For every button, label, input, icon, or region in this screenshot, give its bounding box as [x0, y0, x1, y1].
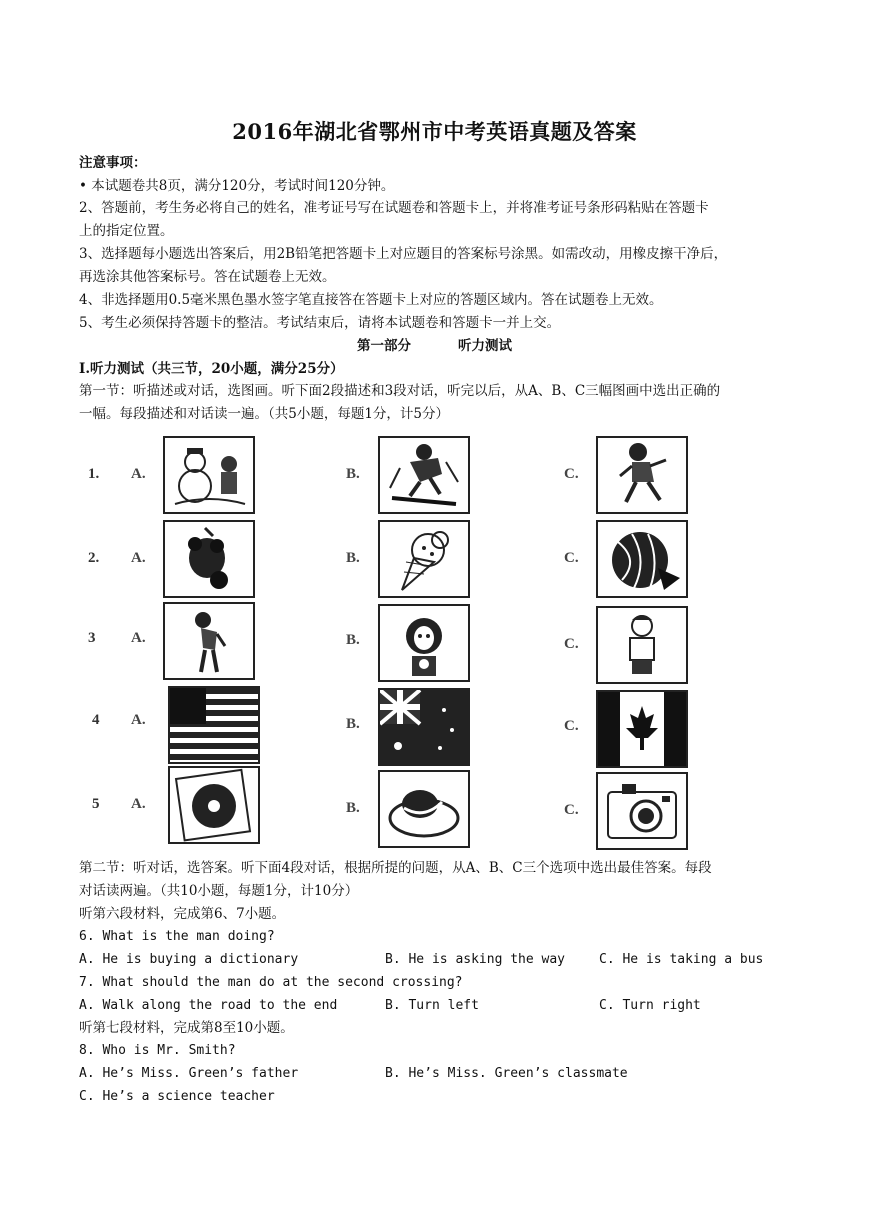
- option-label: B.: [346, 550, 360, 566]
- option-label: A.: [131, 796, 146, 812]
- question-number: 3: [88, 630, 96, 646]
- option-label: B.: [346, 716, 360, 732]
- option-text: C. Turn right: [599, 998, 701, 1013]
- bending-person-icon[interactable]: [163, 602, 255, 680]
- notice-item: 再选涂其他答案标号。答在试题卷上无效。: [79, 269, 336, 285]
- watermelon-icon[interactable]: [596, 520, 688, 598]
- cd-disc-icon[interactable]: [168, 766, 260, 844]
- snowman-kids-icon[interactable]: [163, 436, 255, 514]
- section-instruction: 对话读两遍。（共10小题，每题1分，计10分）: [79, 883, 359, 899]
- option-label: B.: [346, 800, 360, 816]
- page-title: 2016年湖北省鄂州市中考英语真题及答案: [232, 119, 637, 144]
- notice-item: 3、选择题每小题选出答案后，用2B铅笔把答题卡上对应题目的答案标号涂黑。如需改动，用橡皮擦干净后，: [79, 246, 728, 262]
- camera-icon[interactable]: [596, 772, 688, 850]
- notice-item: 上的指定位置。: [79, 223, 174, 239]
- option-label: A.: [131, 550, 146, 566]
- section-instruction: 第二节：听对话，选答案。听下面4段对话，根据所提的问题，从A、B、C三个选项中选出最佳答案。每段: [79, 860, 712, 876]
- option-text: B. He is asking the way: [385, 952, 566, 967]
- option-text: B. Turn left: [385, 998, 479, 1013]
- section-instruction: 第一节：听描述或对话，选图画。听下面2段描述和3段对话，听完以后，从A、B、C三幅图画中选出正确的: [79, 383, 721, 399]
- question-number: 5: [92, 796, 100, 812]
- option-label: C.: [564, 636, 579, 652]
- part-heading: 第一部分 听力测试: [357, 338, 512, 354]
- section-heading: Ⅰ.听力测试（共三节，20小题，满分25分）: [79, 361, 344, 377]
- question-number: 2.: [88, 550, 100, 566]
- material-note: 听第七段材料，完成第8至10小题。: [79, 1020, 294, 1036]
- option-label: A.: [131, 712, 146, 728]
- option-label: A.: [131, 630, 146, 646]
- notice-item: • 本试题卷共8页，满分120分，考试时间120分钟。: [79, 178, 395, 194]
- section-instruction: 一幅。每段描述和对话读一遍。（共5小题，每题1分，计5分）: [79, 406, 450, 422]
- grapes-icon[interactable]: [163, 520, 255, 598]
- option-text: A. He is buying a dictionary: [79, 952, 299, 967]
- boy-standing-icon[interactable]: [596, 606, 688, 684]
- option-text: A. Walk along the road to the end: [79, 998, 338, 1013]
- option-text: A. He’s Miss. Green’s father: [79, 1066, 299, 1081]
- notice-heading: 注意事项：: [79, 155, 147, 171]
- skier-icon[interactable]: [378, 436, 470, 514]
- usa-flag-icon[interactable]: [168, 686, 260, 764]
- ice-cream-icon[interactable]: [378, 520, 470, 598]
- option-text: C. He’s a science teacher: [79, 1089, 275, 1104]
- hat-icon[interactable]: [378, 770, 470, 848]
- question-number: 4: [92, 712, 100, 728]
- notice-item: 5、考生必须保持答题卡的整洁。考试结束后，请将本试题卷和答题卡一并上交。: [79, 315, 561, 331]
- option-label: C.: [564, 802, 579, 818]
- option-label: A.: [131, 466, 146, 482]
- girl-photo-icon[interactable]: [378, 604, 470, 682]
- girl-running-icon[interactable]: [596, 436, 688, 514]
- option-text: C. He is taking a bus: [599, 952, 764, 967]
- option-label: B.: [346, 632, 360, 648]
- option-label: B.: [346, 466, 360, 482]
- question-number: 1.: [88, 466, 100, 482]
- option-label: C.: [564, 466, 579, 482]
- australia-flag-icon[interactable]: [378, 688, 470, 766]
- canada-flag-icon[interactable]: [596, 690, 688, 768]
- option-label: C.: [564, 550, 579, 566]
- question-text: 6. What is the man doing?: [79, 929, 275, 944]
- question-text: 8. Who is Mr. Smith?: [79, 1043, 236, 1058]
- option-label: C.: [564, 718, 579, 734]
- notice-item: 2、答题前，考生务必将自己的姓名，准考证号写在试题卷和答题卡上，并将准考证号条形码粘贴在答题卡: [79, 200, 709, 216]
- question-text: 7. What should the man do at the second crossing?: [79, 975, 463, 990]
- notice-item: 4、非选择题用0.5毫米黑色墨水签字笔直接答在答题卡上对应的答题区域内。答在试题卷上无效。: [79, 292, 663, 308]
- option-text: B. He’s Miss. Green’s classmate: [385, 1066, 628, 1081]
- material-note: 听第六段材料，完成第6、7小题。: [79, 906, 286, 922]
